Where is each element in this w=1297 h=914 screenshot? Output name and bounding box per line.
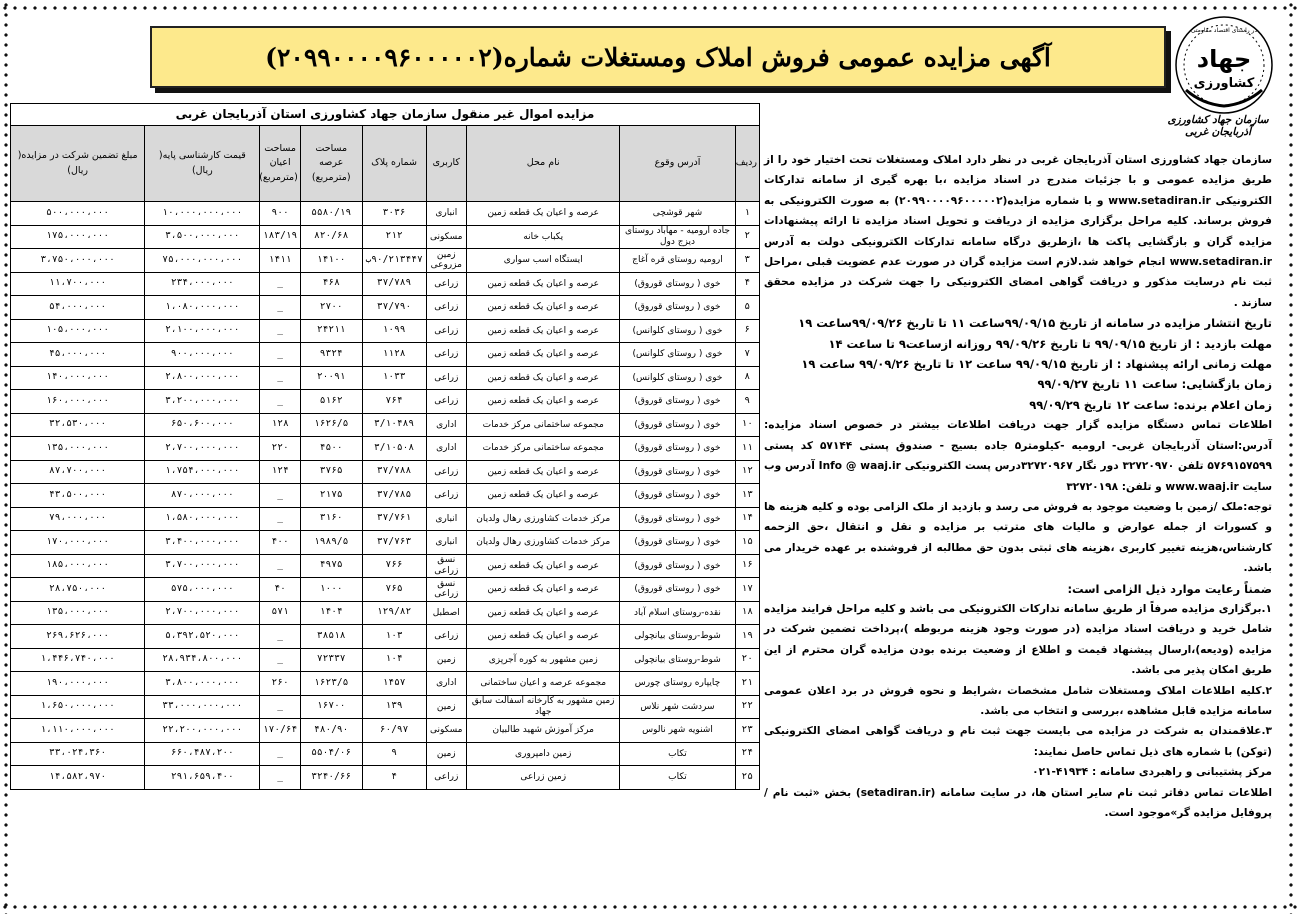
cell-ayan: ۵۷۱ — [260, 601, 300, 625]
cell-plak: ۱۳۹ — [362, 695, 426, 719]
winner-time: زمان اعلام برنده: ساعت ۱۲ تاریخ ۹۹/۰۹/۲۹ — [1029, 397, 1272, 412]
cell-area: ۱۴۱۰۰ — [300, 249, 362, 273]
cell-deposit: ۱۷۵،۰۰۰،۰۰۰ — [11, 225, 145, 249]
cell-address: اشنویه شهر نالوس — [620, 719, 735, 743]
cell-deposit: ۱۰۵،۰۰۰،۰۰۰ — [11, 319, 145, 343]
cell-address: خوی ( روستای قوروق) — [620, 413, 735, 437]
cell-deposit: ۱۴۰،۰۰۰،۰۰۰ — [11, 366, 145, 390]
table-row — [11, 719, 760, 743]
cell-deposit: ۳۳،۰۲۴،۳۶۰ — [11, 742, 145, 766]
cell-usage: زراعی — [426, 366, 466, 390]
cell-price: ۲۹۱،۶۵۹،۴۰۰ — [145, 766, 260, 790]
auction-table — [10, 125, 760, 790]
cell-name: زمین مشهور به کارخانه آسفالت سابق جهاد — [467, 695, 620, 719]
cell-area: ۲۴۲۱۱ — [300, 319, 362, 343]
cell-deposit: ۳،۷۵۰،۰۰۰،۰۰۰ — [11, 249, 145, 273]
table-row — [11, 672, 760, 696]
cell-name: ایستگاه اسب سواری — [467, 249, 620, 273]
cell-usage: زراعی — [426, 343, 466, 367]
table-row — [11, 601, 760, 625]
cell-price: ۵۷۵،۰۰۰،۰۰۰ — [145, 578, 260, 602]
col-header-name: نام محل — [467, 126, 620, 202]
cell-name: عرصه و اعیان یک قطعه زمین — [467, 460, 620, 484]
cell-deposit: ۱،۴۴۶،۷۴۰،۰۰۰ — [11, 648, 145, 672]
cell-area: ۱۶۷۰۰ — [300, 695, 362, 719]
requirements-heading: ضمناً رعایت موارد ذیل الزامی است: — [1067, 581, 1272, 596]
cell-usage: نسق زراعی — [426, 554, 466, 578]
cell-usage: اداری — [426, 413, 466, 437]
cell-name: عرصه و اعیان یک قطعه زمین — [467, 296, 620, 320]
cell-price: ۲۸،۹۳۴،۸۰۰،۰۰۰ — [145, 648, 260, 672]
cell-ayan: _ — [260, 625, 300, 649]
jahad-keshavarzi-logo — [1172, 12, 1276, 118]
cell-area: ۲۱۷۵ — [300, 484, 362, 508]
logo-word-jahad: جهاد — [1196, 45, 1252, 73]
cell-deposit: ۱۳۵،۰۰۰،۰۰۰ — [11, 437, 145, 461]
cell-ayan: _ — [260, 766, 300, 790]
contact-info: اطلاعات تماس دستگاه مزایده گزار جهت دریافت اطلاعات بیشتر در خصوص اسناد مزایده: آدرس:استان آذربایجان غربی- ارومیه -کیلومتر۵ جاده بسیج - صندوق پستی ۵۷۱۴۴ کد پستی ۵۷۶۹۱۵۷۵۹۹ تلفن ۳۲۷۲۰۹۷۰ دور نگار ۳۲۷۲۰۹۶۷درس پست الکترونیکی Info @ waaj.ir آدرس وب سایت www.waaj.ir و تلفن: ۳۲۷۲۰۱۹۸ — [764, 419, 1272, 493]
cell-name: عرصه و اعیان یک قطعه زمین — [467, 343, 620, 367]
cell-deposit: ۱۳۵،۰۰۰،۰۰۰ — [11, 601, 145, 625]
cell-name: زمین دامپروری — [467, 742, 620, 766]
cell-address: خوی ( روستای قوروق) — [620, 507, 735, 531]
cell-radif: ۱۲ — [735, 460, 760, 484]
table-row — [11, 296, 760, 320]
cell-deposit: ۷۹،۰۰۰،۰۰۰ — [11, 507, 145, 531]
cell-name: مجموعه عرصه و اعیان ساختمانی — [467, 672, 620, 696]
cell-deposit: ۵۴،۰۰۰،۰۰۰ — [11, 296, 145, 320]
cell-area: ۴۹۷۵ — [300, 554, 362, 578]
cell-usage: زراعی — [426, 319, 466, 343]
cell-price: ۲،۸۰۰،۰۰۰،۰۰۰ — [145, 366, 260, 390]
cell-area: ۱۴۰۴ — [300, 601, 362, 625]
cell-radif: ۳ — [735, 249, 760, 273]
cell-price: ۷۵،۰۰۰،۰۰۰،۰۰۰ — [145, 249, 260, 273]
cell-usage: اداری — [426, 672, 466, 696]
cell-plak: ۱۰۴ — [362, 648, 426, 672]
cell-deposit: ۳۲،۵۳۰،۰۰۰ — [11, 413, 145, 437]
logo-caption: سازمان جهاد کشاورزی آذربایجان غربی — [1167, 114, 1269, 138]
cell-usage: زمین مزروعی — [426, 249, 466, 273]
cell-area: ۱۰۰۰ — [300, 578, 362, 602]
col-header-usage: کاربری — [426, 126, 466, 202]
cell-deposit: ۴۵،۰۰۰،۰۰۰ — [11, 343, 145, 367]
cell-radif: ۲ — [735, 225, 760, 249]
cell-address: خوی ( روستای قوروق) — [620, 296, 735, 320]
cell-price: ۲،۷۰۰،۰۰۰،۰۰۰ — [145, 437, 260, 461]
cell-ayan: _ — [260, 272, 300, 296]
cell-radif: ۶ — [735, 319, 760, 343]
cell-radif: ۲۰ — [735, 648, 760, 672]
cell-deposit: ۱۹۰،۰۰۰،۰۰۰ — [11, 672, 145, 696]
cell-area: ۴۸۰/۹۰ — [300, 719, 362, 743]
cell-address: خوی ( روستای قوروق) — [620, 531, 735, 555]
cell-ayan: ۲۶۰ — [260, 672, 300, 696]
cell-address: خوی ( روستای کلوانس) — [620, 366, 735, 390]
cell-price: ۱،۷۵۴،۰۰۰،۰۰۰ — [145, 460, 260, 484]
cell-address: شوط-روستای بیانچولی — [620, 625, 735, 649]
left-dotted-border — [2, 0, 10, 914]
table-row — [11, 554, 760, 578]
table-row — [11, 460, 760, 484]
cell-ayan: _ — [260, 554, 300, 578]
cell-usage: زراعی — [426, 625, 466, 649]
cell-ayan: _ — [260, 343, 300, 367]
cell-price: ۲،۷۰۰،۰۰۰،۰۰۰ — [145, 601, 260, 625]
col-header-ayan: مساحت اعیان (مترمربع) — [260, 126, 300, 202]
cell-address: خوی ( روستای کلوانس) — [620, 343, 735, 367]
cell-plak: ۳/۱۰۵۰۸ — [362, 437, 426, 461]
page-title: آگهی مزایده عمومی فروش املاک ومستغلات شماره(۲۰۹۹۰۰۰۰۹۶۰۰۰۰۰۲) — [265, 42, 1051, 72]
cell-name: عرصه و اعیان یک قطعه زمین — [467, 554, 620, 578]
cell-address: سردشت شهر نلاس — [620, 695, 735, 719]
table-row — [11, 225, 760, 249]
cell-usage: اصطبل — [426, 601, 466, 625]
cell-area: ۱۶۲۶/۵ — [300, 413, 362, 437]
cell-plak: ۳۷/۷۸۹ — [362, 272, 426, 296]
cell-radif: ۷ — [735, 343, 760, 367]
cell-radif: ۲۴ — [735, 742, 760, 766]
cell-price: ۳،۸۰۰،۰۰۰،۰۰۰ — [145, 672, 260, 696]
cell-radif: ۵ — [735, 296, 760, 320]
cell-price: ۳،۴۰۰،۰۰۰،۰۰۰ — [145, 531, 260, 555]
cell-area: ۴۵۰۰ — [300, 437, 362, 461]
support-center: مرکز پشتیبانی و راهبردی سامانه : ۴۱۹۳۴-۰۲۱ — [1032, 766, 1272, 779]
announcement-text — [764, 150, 1272, 823]
cell-area: ۳۲۴۰/۶۶ — [300, 766, 362, 790]
cell-ayan: ۱۲۴ — [260, 460, 300, 484]
cell-price: ۳،۲۰۰،۰۰۰،۰۰۰ — [145, 390, 260, 414]
cell-ayan: _ — [260, 742, 300, 766]
cell-usage: زراعی — [426, 390, 466, 414]
cell-radif: ۱۱ — [735, 437, 760, 461]
cell-plak: ۱۱۲۸ — [362, 343, 426, 367]
cell-plak: ۴ — [362, 766, 426, 790]
cell-plak: ۷۶۵ — [362, 578, 426, 602]
logo-word-keshavarzi: کشاورزی — [1193, 76, 1255, 91]
cell-ayan: _ — [260, 484, 300, 508]
table-caption: مزایده اموال غیر منقول سازمان جهاد کشاورزی استان آذربایجان غربی — [10, 103, 760, 125]
cell-ayan: _ — [260, 648, 300, 672]
cell-plak: ۱۲۹/۸۲ — [362, 601, 426, 625]
intro-paragraph: سازمان جهاد کشاورزی استان آذربایجان غربی در نظر دارد املاک ومستغلات تحت اختیار خود را از طریق مزایده عمومی و با جزئیات مندرج در اسناد مزایده ،با بهره گیری از سامانه تدارکات الکترونیکی www.setadiran.ir و با شماره مزایده(۲۰۹۹۰۰۰۰۹۶۰۰۰۰۰۲) به صورت الکترونیکی به فروش برساند. کلیه مراحل برگزاری مزایده از دریافت و تحویل اسناد مزایده تا ارائه پیشنهادات مزایده گران و بازگشایی پاکت ها ،ازطریق درگاه سامانه تدارکات الکترونیکی دولت به آدرس www.setadiran.ir انجام خواهد شد.لازم است مزایده گران در صورت عدم عضویت قبلی ،مراحل ثبت نام درسایت مذکور و دریافت گواهی امضای الکترونیکی را جهت شرکت در مزایده محقق سازند . — [764, 154, 1272, 309]
cell-ayan: ۹۰۰ — [260, 202, 300, 226]
cell-address: ارومیه روستای قره آغاج — [620, 249, 735, 273]
top-dotted-border — [0, 4, 1297, 12]
cell-radif: ۴ — [735, 272, 760, 296]
cell-plak: ۱۰۳ — [362, 625, 426, 649]
cell-radif: ۸ — [735, 366, 760, 390]
cell-ayan: ۱۴۱۱ — [260, 249, 300, 273]
table-row — [11, 249, 760, 273]
cell-address: خوی ( روستای قوروق) — [620, 437, 735, 461]
cell-radif: ۲۲ — [735, 695, 760, 719]
table-header-row — [11, 126, 760, 202]
cell-name: عرصه و اعیان یک قطعه زمین — [467, 202, 620, 226]
cell-deposit: ۱۱،۷۰۰،۰۰۰ — [11, 272, 145, 296]
cell-address: تکاب — [620, 766, 735, 790]
cell-ayan: ۴۰۰ — [260, 531, 300, 555]
col-header-radif: ردیف — [735, 126, 760, 202]
cell-address: جاده ارومیه - مهاباد روستای دیزج دول — [620, 225, 735, 249]
cell-address: خوی ( روستای قوروق) — [620, 554, 735, 578]
note-paragraph: توجه:ملک /زمین با وضعیت موجود به فروش می رسد و بازدید از ملک الزامی بوده و کلیه هزینه ها و کسورات از جمله عوارض و مالیات های مترتب بر مزایده و نقل و انتقال ،حق الزحمه کارشناس،هزینه تغییر کاربری ،هزینه های ثبتی بدون حق مطالبه از فروشنده بر عهده خریدار می باشد. — [764, 500, 1272, 575]
cell-radif: ۹ — [735, 390, 760, 414]
cell-deposit: ۱۸۵،۰۰۰،۰۰۰ — [11, 554, 145, 578]
cell-area: ۳۸۵۱۸ — [300, 625, 362, 649]
cell-radif: ۲۱ — [735, 672, 760, 696]
cell-deposit: ۴۳،۵۰۰،۰۰۰ — [11, 484, 145, 508]
cell-name: مرکز خدمات کشاورزی رهال ولدیان — [467, 531, 620, 555]
cell-address: خوی ( روستای قوروق) — [620, 578, 735, 602]
cell-ayan: ۴۰ — [260, 578, 300, 602]
table-row — [11, 413, 760, 437]
cell-price: ۶۶۰،۴۸۷،۲۰۰ — [145, 742, 260, 766]
cell-plak: ۹۰/۲۱۳۴۴۷ب — [362, 249, 426, 273]
cell-name: زمین زراعی — [467, 766, 620, 790]
cell-price: ۸۷۰،۰۰۰،۰۰۰ — [145, 484, 260, 508]
col-header-price: قیمت کارشناسی پایه( ریال) — [145, 126, 260, 202]
cell-price: ۱،۵۸۰،۰۰۰،۰۰۰ — [145, 507, 260, 531]
cell-usage: اداری — [426, 437, 466, 461]
col-header-address: آدرس وقوع — [620, 126, 735, 202]
offer-deadline: مهلت زمانی ارائه پیشنهاد : از تاریخ ۹۹/۰۹/۱۵ ساعت ۱۲ تا تاریخ ۹۹/۰۹/۲۶ ساعت ۱۹ — [801, 357, 1272, 372]
cell-ayan: _ — [260, 507, 300, 531]
cell-name: مجموعه ساختمانی مرکز خدمات — [467, 413, 620, 437]
cell-radif: ۱۸ — [735, 601, 760, 625]
table-row — [11, 437, 760, 461]
cell-usage: زراعی — [426, 484, 466, 508]
cell-radif: ۱۷ — [735, 578, 760, 602]
cell-area: ۳۱۶۰ — [300, 507, 362, 531]
cell-deposit: ۱۶۰،۰۰۰،۰۰۰ — [11, 390, 145, 414]
cell-area: ۹۳۲۴ — [300, 343, 362, 367]
cell-deposit: ۱۷۰،۰۰۰،۰۰۰ — [11, 531, 145, 555]
cell-price: ۲۲،۲۰۰،۰۰۰،۰۰۰ — [145, 719, 260, 743]
cell-area: ۲۷۰۰ — [300, 296, 362, 320]
cell-area: ۱۶۲۳/۵ — [300, 672, 362, 696]
cell-usage: زراعی — [426, 766, 466, 790]
cell-price: ۱،۰۸۰،۰۰۰،۰۰۰ — [145, 296, 260, 320]
cell-radif: ۱ — [735, 202, 760, 226]
cell-usage: زراعی — [426, 296, 466, 320]
registry-info: اطلاعات تماس دفاتر ثبت نام سایر استان ها، در سایت سامانه (setadiran.ir) بخش «ثبت نام /پروفایل مزایده گر»موجود است. — [764, 786, 1272, 819]
table-row — [11, 390, 760, 414]
col-header-area: مساحت عرصه (مترمربع) — [300, 126, 362, 202]
auction-table-wrap — [10, 103, 760, 790]
cell-ayan: ۱۲۸ — [260, 413, 300, 437]
table-row — [11, 484, 760, 508]
col-header-plak: شماره پلاک — [362, 126, 426, 202]
cell-plak: ۹ — [362, 742, 426, 766]
cell-area: ۵۱۶۲ — [300, 390, 362, 414]
title-banner — [150, 26, 1166, 88]
cell-radif: ۱۰ — [735, 413, 760, 437]
cell-name: عرصه و اعیان یک قطعه زمین — [467, 390, 620, 414]
cell-address: خوی ( روستای قوروق) — [620, 484, 735, 508]
cell-plak: ۳۷/۷۶۳ — [362, 531, 426, 555]
cell-ayan: _ — [260, 695, 300, 719]
cell-price: ۳،۷۰۰،۰۰۰،۰۰۰ — [145, 554, 260, 578]
cell-usage: زمین — [426, 742, 466, 766]
requirement-item-3: ۳.علاقمندان به شرکت در مزایده می بایست جهت ثبت نام و دریافت گواهی امضای الکترونیکی (توکن) با شماره های ذیل تماس حاصل نمایند: — [764, 725, 1272, 758]
cell-usage: زمین — [426, 695, 466, 719]
logo-top-text: در راستای اقتصاد مقاومتی — [1190, 27, 1258, 34]
cell-plak: ۶۰/۹۷ — [362, 719, 426, 743]
cell-price: ۵،۳۹۲،۵۲۰،۰۰۰ — [145, 625, 260, 649]
cell-plak: ۲۱۲ — [362, 225, 426, 249]
table-row — [11, 625, 760, 649]
table-row — [11, 202, 760, 226]
cell-usage: مسکونی — [426, 719, 466, 743]
cell-ayan: _ — [260, 390, 300, 414]
cell-price: ۱۰،۰۰۰،۰۰۰،۰۰۰ — [145, 202, 260, 226]
cell-name: عرصه و اعیان یک قطعه زمین — [467, 366, 620, 390]
cell-area: ۸۲۰/۶۸ — [300, 225, 362, 249]
cell-deposit: ۸۷،۷۰۰،۰۰۰ — [11, 460, 145, 484]
cell-plak: ۳/۱۰۴۸۹ — [362, 413, 426, 437]
cell-address: شهر قوشچی — [620, 202, 735, 226]
cell-name: عرصه و اعیان یک قطعه زمین — [467, 625, 620, 649]
cell-name: عرصه و اعیان یک قطعه زمین — [467, 601, 620, 625]
publish-date: تاریخ انتشار مزایده در سامانه از تاریخ ۹۹/۰۹/۱۵ساعت ۱۱ تا تاریخ ۹۹/۰۹/۲۶ساعت ۱۹ — [798, 316, 1272, 331]
cell-radif: ۱۳ — [735, 484, 760, 508]
table-body — [11, 202, 760, 790]
cell-usage: زمین — [426, 648, 466, 672]
requirement-item-2: ۲.کلیه اطلاعات املاک ومستغلات شامل مشخصات ،شرایط و نحوه فروش در برد اعلان عمومی سامانه مزایده قابل مشاهده ،بررسی و انتخاب می باشد. — [764, 684, 1272, 717]
cell-radif: ۲۵ — [735, 766, 760, 790]
cell-usage: انباری — [426, 202, 466, 226]
cell-area: ۱۹۸۹/۵ — [300, 531, 362, 555]
cell-usage: مسکونی — [426, 225, 466, 249]
table-row — [11, 766, 760, 790]
table-row — [11, 648, 760, 672]
cell-deposit: ۱،۱۱۰،۰۰۰،۰۰۰ — [11, 719, 145, 743]
cell-deposit: ۲۸،۷۵۰،۰۰۰ — [11, 578, 145, 602]
table-row — [11, 319, 760, 343]
cell-address: چایپاره روستای چورس — [620, 672, 735, 696]
cell-name: زمین مشهور به کوره آجرپزی — [467, 648, 620, 672]
cell-plak: ۳۷/۷۸۵ — [362, 484, 426, 508]
cell-usage: زراعی — [426, 460, 466, 484]
cell-area: ۷۲۳۳۷ — [300, 648, 362, 672]
bottom-dotted-border — [0, 903, 1297, 911]
table-row — [11, 578, 760, 602]
cell-plak: ۱۴۵۷ — [362, 672, 426, 696]
cell-area: ۵۵۸۰/۱۹ — [300, 202, 362, 226]
cell-address: خوی ( روستای قوروق) — [620, 390, 735, 414]
cell-deposit: ۱،۶۵۰،۰۰۰،۰۰۰ — [11, 695, 145, 719]
cell-deposit: ۵۰۰،۰۰۰،۰۰۰ — [11, 202, 145, 226]
cell-usage: انباری — [426, 531, 466, 555]
cell-price: ۳،۵۰۰،۰۰۰،۰۰۰ — [145, 225, 260, 249]
cell-plak: ۳۷/۷۹۰ — [362, 296, 426, 320]
cell-name: عرصه و اعیان یک قطعه زمین — [467, 578, 620, 602]
table-row — [11, 507, 760, 531]
visit-deadline: مهلت بازدید : از تاریخ ۹۹/۰۹/۱۵ تا تاریخ ۹۹/۰۹/۲۶ روزانه ازساعت۹ تا ساعت ۱۴ — [828, 336, 1272, 351]
cell-plak: ۱۰۹۹ — [362, 319, 426, 343]
cell-usage: نسق زراعی — [426, 578, 466, 602]
cell-ayan: ۲۲۰ — [260, 437, 300, 461]
cell-name: یکباب خانه — [467, 225, 620, 249]
table-row — [11, 272, 760, 296]
cell-address: خوی ( روستای قوروق) — [620, 460, 735, 484]
opening-time: زمان بازگشایی: ساعت ۱۱ تاریخ ۹۹/۰۹/۲۷ — [1037, 377, 1272, 392]
cell-name: مرکز آموزش شهید طالبیان — [467, 719, 620, 743]
cell-ayan: _ — [260, 319, 300, 343]
cell-area: ۵۵۰۴/۰۶ — [300, 742, 362, 766]
right-dotted-border — [1287, 0, 1295, 914]
cell-deposit: ۲۶۹،۶۲۶،۰۰۰ — [11, 625, 145, 649]
cell-usage: انباری — [426, 507, 466, 531]
cell-address: شوط-روستای بیانچولی — [620, 648, 735, 672]
cell-plak: ۱۰۳۳ — [362, 366, 426, 390]
cell-address: تکاب — [620, 742, 735, 766]
cell-name: مجموعه ساختمانی مرکز خدمات — [467, 437, 620, 461]
table-row — [11, 695, 760, 719]
cell-ayan: ۱۷۰/۶۴ — [260, 719, 300, 743]
cell-plak: ۷۶۴ — [362, 390, 426, 414]
requirement-item-1: ۱.برگزاری مزایده صرفاً از طریق سامانه تدارکات الکترونیکی می باشد و کلیه مراحل فرایند مزایده شامل خرید و دریافت اسناد مزایده (در صورت وجود هزینه مربوطه )،پرداخت تضمین شرکت در مزایده (ودیعه)،ارسال پیشنهاد قیمت و اطلاع از وضعیت برنده بودن مزایده گران محترم از این طریق امکان پذیر می باشد. — [764, 602, 1272, 677]
table-row — [11, 366, 760, 390]
cell-ayan: _ — [260, 366, 300, 390]
cell-area: ۳۷۶۵ — [300, 460, 362, 484]
cell-ayan: ۱۸۳/۱۹ — [260, 225, 300, 249]
cell-address: نقده-روستای اسلام آباد — [620, 601, 735, 625]
cell-name: عرصه و اعیان یک قطعه زمین — [467, 484, 620, 508]
cell-address: خوی ( روستای کلوانس) — [620, 319, 735, 343]
cell-price: ۲۳۴،۰۰۰،۰۰۰ — [145, 272, 260, 296]
cell-ayan: _ — [260, 296, 300, 320]
table-row — [11, 343, 760, 367]
table-row — [11, 742, 760, 766]
cell-plak: ۷۶۶ — [362, 554, 426, 578]
cell-radif: ۱۹ — [735, 625, 760, 649]
cell-name: مرکز خدمات کشاورزی رهال ولدیان — [467, 507, 620, 531]
cell-price: ۹۰۰،۰۰۰،۰۰۰ — [145, 343, 260, 367]
cell-plak: ۳۰۳۶ — [362, 202, 426, 226]
cell-area: ۲۰۰۹۱ — [300, 366, 362, 390]
cell-name: عرصه و اعیان یک قطعه زمین — [467, 272, 620, 296]
cell-area: ۴۶۸ — [300, 272, 362, 296]
cell-radif: ۱۴ — [735, 507, 760, 531]
cell-name: عرصه و اعیان یک قطعه زمین — [467, 319, 620, 343]
cell-address: خوی ( روستای قوروق) — [620, 272, 735, 296]
cell-radif: ۱۵ — [735, 531, 760, 555]
table-row — [11, 531, 760, 555]
cell-radif: ۱۶ — [735, 554, 760, 578]
cell-price: ۲،۱۰۰،۰۰۰،۰۰۰ — [145, 319, 260, 343]
cell-radif: ۲۳ — [735, 719, 760, 743]
cell-deposit: ۱۴،۵۸۲،۹۷۰ — [11, 766, 145, 790]
col-header-deposit: مبلغ تضمین شرکت در مزایده( ریال) — [11, 126, 145, 202]
cell-price: ۳۳،۰۰۰،۰۰۰،۰۰۰ — [145, 695, 260, 719]
cell-plak: ۳۷/۷۸۸ — [362, 460, 426, 484]
cell-usage: زراعی — [426, 272, 466, 296]
cell-price: ۶۵۰،۶۰۰،۰۰۰ — [145, 413, 260, 437]
cell-plak: ۳۷/۷۶۱ — [362, 507, 426, 531]
